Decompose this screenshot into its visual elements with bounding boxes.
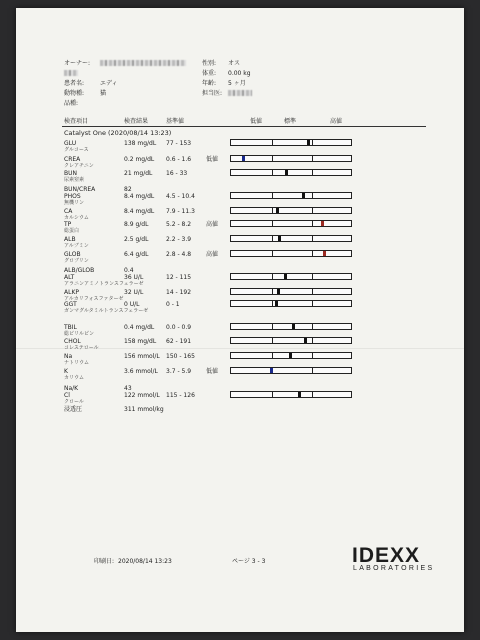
row-code: GLOB bbox=[64, 251, 81, 258]
range-bar-divider bbox=[312, 251, 313, 256]
range-bar-divider bbox=[312, 170, 313, 175]
row-result: 311 mmol/kg bbox=[124, 406, 164, 413]
age-value: 5 ヶ月 bbox=[228, 80, 246, 87]
range-bar-divider bbox=[272, 221, 273, 226]
row-result: 156 mmol/L bbox=[124, 353, 160, 360]
row-range: 2.8 - 4.8 bbox=[166, 251, 192, 258]
age-label: 年齢: bbox=[202, 80, 217, 87]
range-bar-divider bbox=[312, 324, 313, 329]
range-marker bbox=[284, 274, 287, 279]
row-code: Na bbox=[64, 353, 73, 360]
row-range: 7.9 - 11.3 bbox=[166, 208, 195, 215]
vet-label: 担当医: bbox=[202, 90, 223, 97]
range-bar-divider bbox=[312, 368, 313, 373]
row-code: GLU bbox=[64, 140, 77, 147]
range-bar-divider bbox=[312, 193, 313, 198]
row-code: CA bbox=[64, 208, 73, 215]
row-code: CHOL bbox=[64, 338, 81, 345]
header-rule bbox=[62, 126, 426, 127]
row-result: 21 mg/dL bbox=[124, 170, 153, 177]
range-marker bbox=[323, 251, 326, 256]
row-result: 0.2 mg/dL bbox=[124, 156, 155, 163]
row-subname: アルブミン bbox=[64, 243, 89, 249]
range-bar-divider bbox=[272, 289, 273, 294]
row-range: 77 - 153 bbox=[166, 140, 192, 147]
row-code: ALB bbox=[64, 236, 76, 243]
row-range: 62 - 191 bbox=[166, 338, 192, 345]
row-subname: クロール bbox=[64, 399, 84, 405]
range-bar-divider bbox=[312, 289, 313, 294]
weight-label: 体重: bbox=[202, 70, 217, 77]
row-flag: 高値 bbox=[206, 251, 219, 258]
idexx-logo: IDEXX bbox=[352, 544, 421, 567]
range-marker bbox=[270, 368, 273, 373]
row-subname: 尿素窒素 bbox=[64, 177, 85, 183]
row-range: 2.2 - 3.9 bbox=[166, 236, 192, 243]
range-bar-divider bbox=[272, 324, 273, 329]
range-bar bbox=[230, 207, 352, 214]
range-marker bbox=[298, 392, 301, 397]
row-flag: 低値 bbox=[206, 368, 219, 375]
patient-value: エディ bbox=[100, 80, 118, 87]
range-marker bbox=[278, 236, 281, 241]
range-bar-divider bbox=[312, 353, 313, 358]
row-range: 3.7 - 5.9 bbox=[166, 368, 192, 375]
range-marker bbox=[307, 140, 310, 145]
row-result: 2.5 g/dL bbox=[124, 236, 149, 243]
col-result: 検査結果 bbox=[124, 118, 149, 125]
col-range: 基準値 bbox=[166, 118, 185, 125]
row-range: 12 - 115 bbox=[166, 274, 192, 281]
row-code: Na/K bbox=[64, 385, 79, 392]
row-range: 150 - 165 bbox=[166, 353, 195, 360]
name-redacted bbox=[64, 70, 78, 76]
range-bar-divider bbox=[272, 274, 273, 279]
row-subname: カリウム bbox=[64, 375, 84, 381]
page-number: ページ 3 - 3 bbox=[232, 558, 266, 565]
range-bar bbox=[230, 155, 352, 162]
row-result: 8.9 g/dL bbox=[124, 221, 149, 228]
range-bar-divider bbox=[272, 236, 273, 241]
row-code: TBIL bbox=[64, 324, 77, 331]
row-subname: 総蛋白 bbox=[64, 228, 80, 234]
weight-value: 0.00 kg bbox=[228, 70, 251, 77]
range-bar bbox=[230, 169, 352, 176]
row-result: 6.4 g/dL bbox=[124, 251, 149, 258]
range-bar-divider bbox=[312, 301, 313, 306]
range-bar bbox=[230, 288, 352, 295]
row-flag: 低値 bbox=[206, 156, 219, 163]
row-code: K bbox=[64, 368, 68, 375]
breed-label: 品種: bbox=[64, 100, 79, 107]
range-bar-divider bbox=[272, 193, 273, 198]
patient-label: 患者名: bbox=[64, 80, 85, 87]
owner-redacted bbox=[100, 60, 186, 66]
vet-redacted bbox=[228, 90, 252, 96]
row-code: 浸透圧 bbox=[64, 406, 83, 413]
row-result: 138 mg/dL bbox=[124, 140, 157, 147]
row-code: GGT bbox=[64, 301, 77, 308]
range-marker bbox=[304, 338, 307, 343]
row-range: 0.6 - 1.6 bbox=[166, 156, 192, 163]
printed-date: 2020/08/14 13:23 bbox=[118, 558, 172, 565]
row-range: 0 - 1 bbox=[166, 301, 180, 308]
row-code: BUN bbox=[64, 170, 77, 177]
range-bar-divider bbox=[272, 170, 273, 175]
row-range: 14 - 192 bbox=[166, 289, 192, 296]
range-bar-divider bbox=[272, 156, 273, 161]
range-bar-divider bbox=[272, 392, 273, 397]
species-value: 猫 bbox=[100, 90, 107, 97]
row-code: ALKP bbox=[64, 289, 79, 296]
range-bar-divider bbox=[312, 156, 313, 161]
row-flag: 高値 bbox=[206, 221, 219, 228]
row-result: 0 U/L bbox=[124, 301, 140, 308]
range-bar bbox=[230, 235, 352, 242]
idexx-logo-sub: LABORATORIES bbox=[353, 565, 435, 572]
row-result: 82 bbox=[124, 186, 132, 193]
range-bar-divider bbox=[312, 236, 313, 241]
row-range: 5.2 - 8.2 bbox=[166, 221, 192, 228]
range-bar bbox=[230, 273, 352, 280]
row-range: 0.0 - 0.9 bbox=[166, 324, 192, 331]
row-code: CREA bbox=[64, 156, 81, 163]
row-range: 16 - 33 bbox=[166, 170, 188, 177]
row-subname: アルカリフォスファターゼ bbox=[64, 296, 124, 302]
row-subname: 無機リン bbox=[64, 200, 85, 206]
range-bar bbox=[230, 300, 352, 307]
section-title: Catalyst One (2020/08/14 13:23) bbox=[64, 129, 172, 137]
row-result: 8.4 mg/dL bbox=[124, 193, 155, 200]
range-bar-divider bbox=[312, 140, 313, 145]
owner-label: オーナー: bbox=[64, 60, 91, 67]
range-marker bbox=[285, 170, 288, 175]
row-result: 32 U/L bbox=[124, 289, 144, 296]
row-subname: コレステロール bbox=[64, 345, 99, 351]
range-bar bbox=[230, 250, 352, 257]
row-subname: ナトリウム bbox=[64, 360, 89, 366]
range-bar-divider bbox=[272, 251, 273, 256]
row-result: 122 mmol/L bbox=[124, 392, 160, 399]
range-bar-divider bbox=[272, 140, 273, 145]
range-bar-divider bbox=[312, 208, 313, 213]
range-bar-divider bbox=[312, 392, 313, 397]
sex-label: 性別: bbox=[202, 60, 217, 67]
range-bar bbox=[230, 352, 352, 359]
col-item: 検査項目 bbox=[64, 118, 89, 125]
range-marker bbox=[275, 301, 278, 306]
range-bar bbox=[230, 192, 352, 199]
row-code: ALT bbox=[64, 274, 75, 281]
range-bar bbox=[230, 139, 352, 146]
range-bar bbox=[230, 337, 352, 344]
row-range: 4.5 - 10.4 bbox=[166, 193, 195, 200]
row-range: 115 - 126 bbox=[166, 392, 195, 399]
range-bar bbox=[230, 220, 352, 227]
range-bar bbox=[230, 391, 352, 398]
row-subname: 総ビリルビン bbox=[64, 331, 95, 337]
row-code: BUN/CREA bbox=[64, 186, 96, 193]
row-code: Cl bbox=[64, 392, 70, 399]
row-subname: カルシウム bbox=[64, 215, 89, 221]
range-marker bbox=[289, 353, 292, 358]
row-result: 8.4 mg/dL bbox=[124, 208, 155, 215]
row-result: 36 U/L bbox=[124, 274, 144, 281]
printed-label: 印刷日: bbox=[94, 558, 115, 565]
range-bar-divider bbox=[312, 274, 313, 279]
col-low: 低値 bbox=[250, 118, 263, 125]
range-bar-divider bbox=[312, 338, 313, 343]
range-bar-divider bbox=[312, 221, 313, 226]
row-result: 43 bbox=[124, 385, 132, 392]
row-subname: クレアチニン bbox=[64, 163, 94, 169]
range-marker bbox=[292, 324, 295, 329]
range-bar bbox=[230, 323, 352, 330]
row-result: 158 mg/dL bbox=[124, 338, 157, 345]
range-marker bbox=[242, 156, 245, 161]
range-bar bbox=[230, 367, 352, 374]
range-marker bbox=[276, 208, 279, 213]
range-marker bbox=[277, 289, 280, 294]
report-paper bbox=[16, 8, 464, 632]
row-subname: アラニンアミノトランスフェラーゼ bbox=[64, 281, 144, 287]
row-subname: グルコース bbox=[64, 147, 89, 153]
row-code: PHOS bbox=[64, 193, 81, 200]
range-bar-divider bbox=[272, 208, 273, 213]
species-label: 動物種: bbox=[64, 90, 85, 97]
col-high: 高値 bbox=[330, 118, 343, 125]
range-marker bbox=[321, 221, 324, 226]
sex-value: オス bbox=[228, 60, 240, 67]
row-result: 0.4 mg/dL bbox=[124, 324, 155, 331]
col-normal: 標準 bbox=[284, 118, 297, 125]
row-result: 0.4 bbox=[124, 267, 134, 274]
row-subname: ガンマグルタミルトランスフェラーゼ bbox=[64, 308, 149, 314]
row-subname: グロブリン bbox=[64, 258, 89, 264]
range-bar-divider bbox=[272, 353, 273, 358]
row-code: TP bbox=[64, 221, 72, 228]
range-marker bbox=[302, 193, 305, 198]
row-code: ALB/GLOB bbox=[64, 267, 95, 274]
row-result: 3.6 mmol/L bbox=[124, 368, 158, 375]
range-bar-divider bbox=[272, 301, 273, 306]
range-bar-divider bbox=[272, 338, 273, 343]
